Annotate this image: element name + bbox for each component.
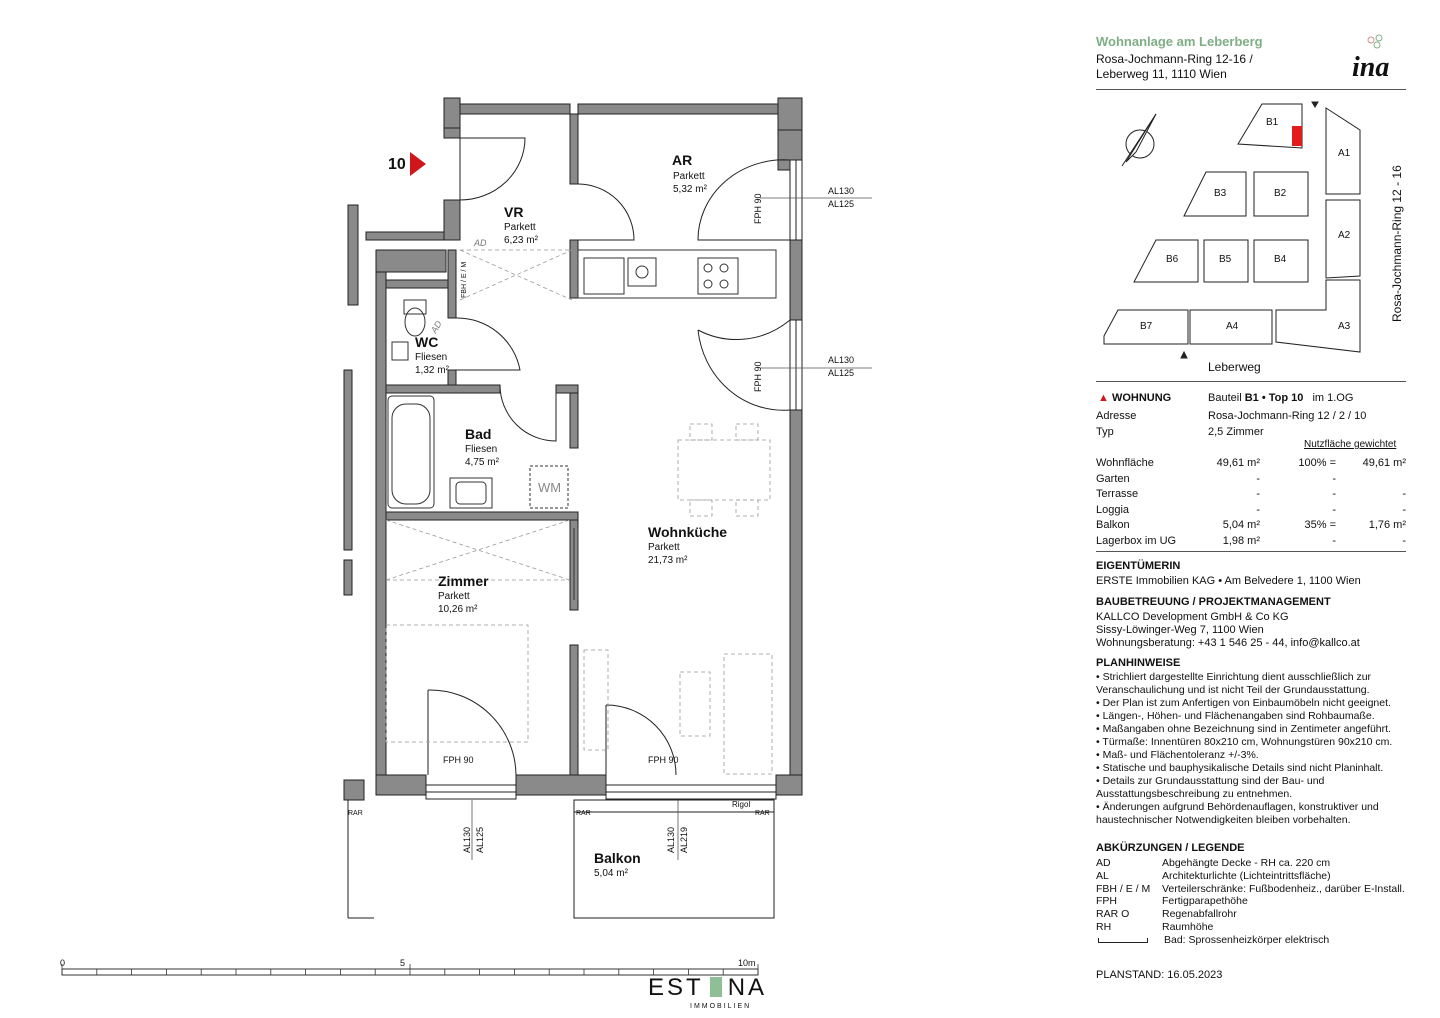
- room-wohnkueche-floor: Parkett: [648, 542, 680, 553]
- al125-zimmer: AL125: [475, 826, 485, 853]
- legend-text: Bad: Sprossenheizkörper elektrisch: [1164, 933, 1330, 946]
- area-weighted: 49,61 m²: [1362, 457, 1406, 469]
- area-row: [1096, 519, 1406, 533]
- site-building-a2: A2: [1338, 230, 1351, 241]
- rigol-label: Rigol: [732, 800, 751, 809]
- area-value: -: [1256, 488, 1260, 500]
- legend-row: [1096, 857, 1406, 870]
- planstand: PLANSTAND: 16.05.2023: [1096, 969, 1223, 981]
- room-zimmer-name: Zimmer: [438, 573, 489, 589]
- info-panel: [1096, 0, 1406, 1018]
- site-building-b6: B6: [1166, 254, 1179, 265]
- room-balkon-name: Balkon: [594, 850, 641, 866]
- area-weighted: -: [1402, 503, 1406, 516]
- al219-balkon: AL219: [679, 826, 689, 853]
- area-row: [1096, 535, 1406, 549]
- weighted-header: Nutzfläche gewichtet: [1304, 439, 1397, 450]
- room-vr-area: 6,23 m²: [504, 235, 538, 246]
- al130-zimmer: AL130: [462, 826, 472, 853]
- area-pct: 35% =: [1304, 519, 1336, 531]
- street-leberweg: Leberweg: [1208, 360, 1261, 374]
- divider: [1096, 381, 1406, 382]
- site-building-b4: B4: [1274, 254, 1287, 265]
- rar-label-3: RAR: [348, 810, 363, 817]
- fph-zimmer-label: FPH 90: [443, 755, 474, 765]
- room-wohnkueche-area: 21,73 m²: [648, 555, 688, 566]
- room-bad-floor: Fliesen: [465, 444, 498, 455]
- project-title: Wohnanlage am Leberberg: [1096, 34, 1263, 49]
- legend-row: [1096, 934, 1406, 947]
- type-label: Typ: [1096, 426, 1114, 438]
- entrance-number: 10: [388, 156, 406, 173]
- area-pct: -: [1332, 503, 1336, 516]
- area-pct: -: [1332, 472, 1336, 485]
- address-label: Adresse: [1096, 410, 1137, 422]
- al125-ar: AL125: [828, 199, 855, 209]
- area-value: 5,04 m²: [1222, 519, 1260, 531]
- room-wc-area: 1,32 m²: [415, 365, 449, 376]
- note-item: • Der Plan ist zum Anfertigen von Einbaumöbeln nicht geeignet.: [1096, 697, 1391, 709]
- note-item: • Maßangaben ohne Bezeichnung sind in Zentimeter angeführt.: [1096, 723, 1391, 735]
- al130-balkon: AL130: [666, 826, 676, 853]
- legend-text: Architekturlichte (Lichteintrittsfläche): [1162, 869, 1331, 882]
- notes-list: [1096, 671, 1408, 827]
- room-wohnkueche-name: Wohnküche: [648, 524, 728, 540]
- legend-text: Raumhöhe: [1162, 921, 1214, 933]
- flower-icon: [1364, 32, 1386, 52]
- note-item: • Statische und bauphysikalische Details sind nicht Planinhalt.: [1096, 762, 1384, 774]
- fph-wohnkueche-label: FPH 90: [753, 361, 763, 392]
- legend-row: [1096, 895, 1406, 908]
- scale-start: 0: [60, 958, 66, 968]
- estina-logo-mark: [710, 977, 722, 997]
- fbh-label: FBH / E / M: [461, 261, 468, 298]
- estina-logo-left: EST: [648, 974, 704, 1001]
- warning-triangle-icon: ▲: [1098, 392, 1109, 404]
- area-label: Garten: [1096, 472, 1130, 485]
- area-weighted: 1,76 m²: [1368, 519, 1406, 531]
- legend-row: [1096, 883, 1406, 896]
- area-value: 49,61 m²: [1216, 457, 1260, 469]
- area-row: [1096, 457, 1406, 471]
- fph-balkon-door-label: FPH 90: [648, 755, 679, 765]
- site-plan: [1096, 96, 1406, 376]
- divider: [1096, 89, 1406, 90]
- legend-text: Verteilerschränke: Fußbodenheiz., darüber E-Install.: [1162, 882, 1405, 895]
- bauteil-value: B1: [1244, 392, 1259, 404]
- ad-label-vr: AD: [474, 238, 487, 248]
- legend-abbr: RAR O: [1096, 908, 1130, 921]
- area-row: [1096, 488, 1406, 502]
- area-label: Loggia: [1096, 503, 1130, 516]
- legend-abbr: FBH / E / M: [1096, 882, 1151, 895]
- top-value: Top 10: [1268, 392, 1304, 404]
- management-line3: Wohnungsberatung: +43 1 546 25 - 44, info@kallco.at: [1096, 637, 1360, 649]
- project-address-1: Rosa-Jochmann-Ring 12-16 /: [1096, 52, 1253, 66]
- estina-logo-right: NA: [727, 974, 768, 1001]
- estina-logo: [648, 974, 767, 1002]
- ad-label-wc: AD: [428, 319, 444, 335]
- unit-identifier: Bauteil B1 • Top 10 im 1.OG: [1208, 392, 1354, 404]
- legend-abbr: FPH: [1096, 895, 1117, 908]
- area-pct: -: [1332, 488, 1336, 500]
- washing-machine-label: WM: [538, 480, 562, 495]
- legend-abbr: AL: [1096, 869, 1109, 882]
- area-weighted: -: [1402, 488, 1406, 500]
- area-pct: 100% =: [1298, 457, 1336, 469]
- room-ar-area: 5,32 m²: [673, 184, 707, 195]
- room-zimmer-floor: Parkett: [438, 591, 470, 602]
- site-building-a3: A3: [1338, 321, 1351, 332]
- site-building-b7: B7: [1140, 321, 1153, 332]
- floor-value: im 1.OG: [1312, 392, 1354, 404]
- fph-ar-label: FPH 90: [753, 193, 763, 224]
- area-value: 1,98 m²: [1222, 534, 1260, 547]
- management-line1: KALLCO Development GmbH & Co KG: [1096, 611, 1289, 623]
- site-building-b5: B5: [1219, 254, 1232, 265]
- al130-wk: AL130: [828, 355, 855, 365]
- estina-subtitle: IMMOBILIEN: [690, 1003, 752, 1010]
- unit-heading-text: WOHNUNG: [1111, 392, 1172, 404]
- site-building-b2: B2: [1274, 188, 1287, 199]
- radiator-icon: [1098, 938, 1148, 943]
- rar-label-1: RAR: [755, 810, 770, 817]
- room-balkon-area: 5,04 m²: [594, 868, 628, 879]
- note-item: • Türmaße: Innentüren 80x210 cm, Wohnungstüren 90x210 cm.: [1096, 736, 1393, 748]
- area-row: [1096, 504, 1406, 518]
- scale-end: 10m: [738, 958, 756, 968]
- area-label: Balkon: [1096, 519, 1130, 531]
- room-wc-floor: Fliesen: [415, 352, 448, 363]
- management-line2: Sissy-Löwinger-Weg 7, 1100 Wien: [1096, 624, 1264, 636]
- site-building-a4: A4: [1226, 321, 1239, 332]
- site-building-b1: B1: [1266, 117, 1279, 128]
- area-label: Lagerbox im UG: [1096, 534, 1177, 547]
- note-item: • Maß- und Flächentoleranz +/-3%.: [1096, 749, 1259, 761]
- rar-label-2: RAR: [576, 810, 591, 817]
- legend-abbr: AD: [1096, 857, 1111, 869]
- note-item: • Längen-, Höhen- und Flächenangaben sind Rohbaumaße.: [1096, 710, 1375, 722]
- owner-text: ERSTE Immobilien KAG • Am Belvedere 1, 1100 Wien: [1096, 575, 1361, 587]
- management-heading: BAUBETREUUNG / PROJEKTMANAGEMENT: [1096, 596, 1331, 608]
- legend-row: [1096, 908, 1406, 921]
- room-vr-floor: Parkett: [504, 222, 536, 233]
- room-vr-name: VR: [504, 204, 524, 220]
- legend-abbr: RH: [1096, 921, 1112, 933]
- legend-text: Fertigparapethöhe: [1162, 895, 1248, 908]
- area-value: -: [1256, 472, 1260, 485]
- street-rosa-jochmann-ring: Rosa-Jochmann-Ring 12 - 16: [1390, 165, 1404, 322]
- room-bad-area: 4,75 m²: [465, 457, 499, 468]
- note-item: • Änderungen aufgrund Behördenauflagen, konstruktiver und haustechnischer Notwendigkeiten bleiben vorbehalten.: [1096, 801, 1379, 826]
- legend-text: Regenabfallrohr: [1162, 908, 1237, 921]
- area-value: -: [1256, 503, 1260, 516]
- al130-ar: AL130: [828, 186, 855, 196]
- note-item: • Details zur Grundausstattung sind der Bau- und Ausstattungsbeschreibung zu entnehmen.: [1096, 775, 1325, 800]
- area-row: [1096, 473, 1406, 487]
- bauteil-label: Bauteil: [1208, 392, 1242, 404]
- owner-heading: EIGENTÜMERIN: [1096, 560, 1181, 572]
- ina-logo: ina: [1352, 52, 1390, 83]
- area-label: Wohnfläche: [1096, 457, 1154, 469]
- legend-heading: ABKÜRZUNGEN / LEGENDE: [1096, 842, 1245, 854]
- scale-mid: 5: [400, 958, 406, 968]
- area-weighted: -: [1402, 534, 1406, 547]
- site-building-b3: B3: [1214, 188, 1227, 199]
- legend-text: Abgehängte Decke - RH ca. 220 cm: [1162, 857, 1331, 869]
- legend-row: [1096, 921, 1406, 934]
- type-value: 2,5 Zimmer: [1208, 426, 1264, 438]
- notes-heading: PLANHINWEISE: [1096, 657, 1181, 669]
- project-address-2: Leberweg 11, 1110 Wien: [1096, 67, 1227, 81]
- room-wc-name: WC: [415, 334, 439, 350]
- room-zimmer-area: 10,26 m²: [438, 604, 478, 615]
- area-pct: -: [1332, 534, 1336, 547]
- note-item: • Strichliert dargestellte Einrichtung dient ausschließlich zur Veranschaulichung und ist nicht Teil der Grundausstattung.: [1096, 671, 1372, 696]
- area-label: Terrasse: [1096, 488, 1139, 500]
- room-ar-name: AR: [672, 152, 693, 168]
- site-building-a1: A1: [1338, 148, 1351, 159]
- room-ar-floor: Parkett: [673, 171, 705, 182]
- divider: [1096, 551, 1406, 552]
- address-value: Rosa-Jochmann-Ring 12 / 2 / 10: [1208, 410, 1367, 422]
- legend-row: [1096, 870, 1406, 883]
- room-bad-name: Bad: [465, 426, 492, 442]
- al125-wk: AL125: [828, 368, 855, 378]
- unit-heading: [1098, 392, 1171, 404]
